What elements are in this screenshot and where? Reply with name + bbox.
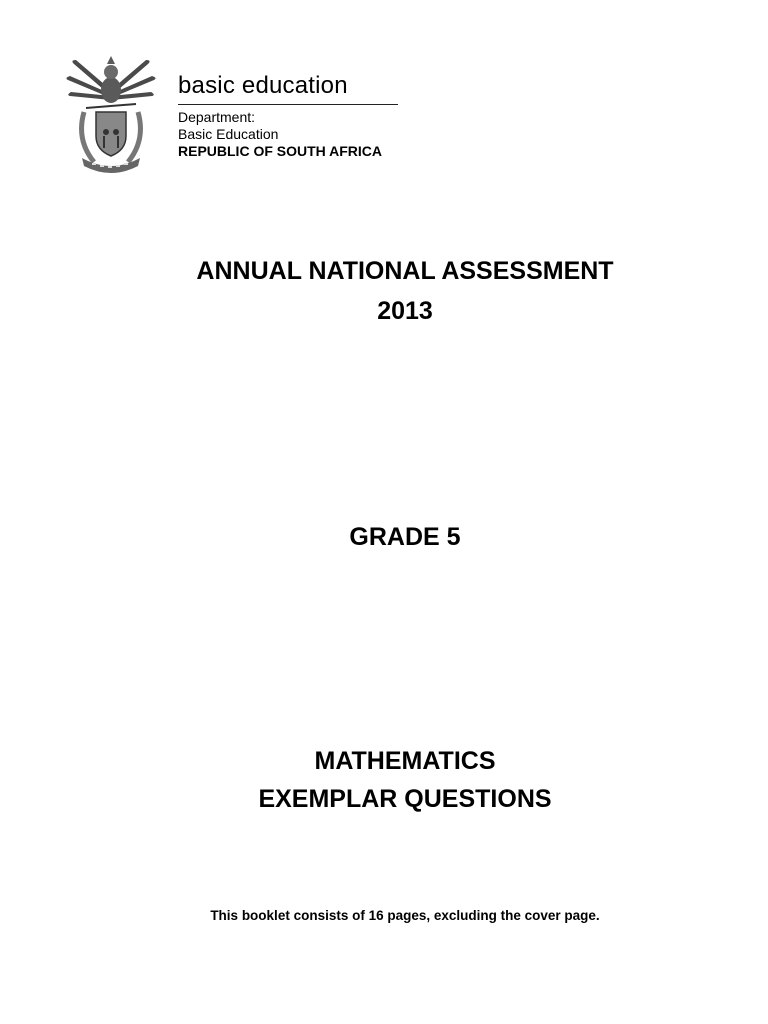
assessment-title: ANNUAL NATIONAL ASSESSMENT	[196, 257, 614, 285]
country-name: REPUBLIC OF SOUTH AFRICA	[178, 143, 383, 159]
department-name: Basic Education	[178, 126, 279, 142]
department-logo	[58, 44, 408, 176]
page-count-note: This booklet consists of 16 pages, excluding the cover page.	[210, 908, 600, 923]
brand-title: basic education	[178, 72, 348, 99]
south-africa-coat-of-arms-icon	[64, 50, 158, 174]
brand-divider	[178, 104, 398, 105]
grade-title: GRADE 5	[349, 523, 461, 551]
assessment-year: 2013	[377, 297, 433, 325]
paper-type-title: EXEMPLAR QUESTIONS	[258, 785, 552, 813]
subject-title: MATHEMATICS	[314, 747, 496, 775]
department-label: Department:	[178, 109, 256, 125]
